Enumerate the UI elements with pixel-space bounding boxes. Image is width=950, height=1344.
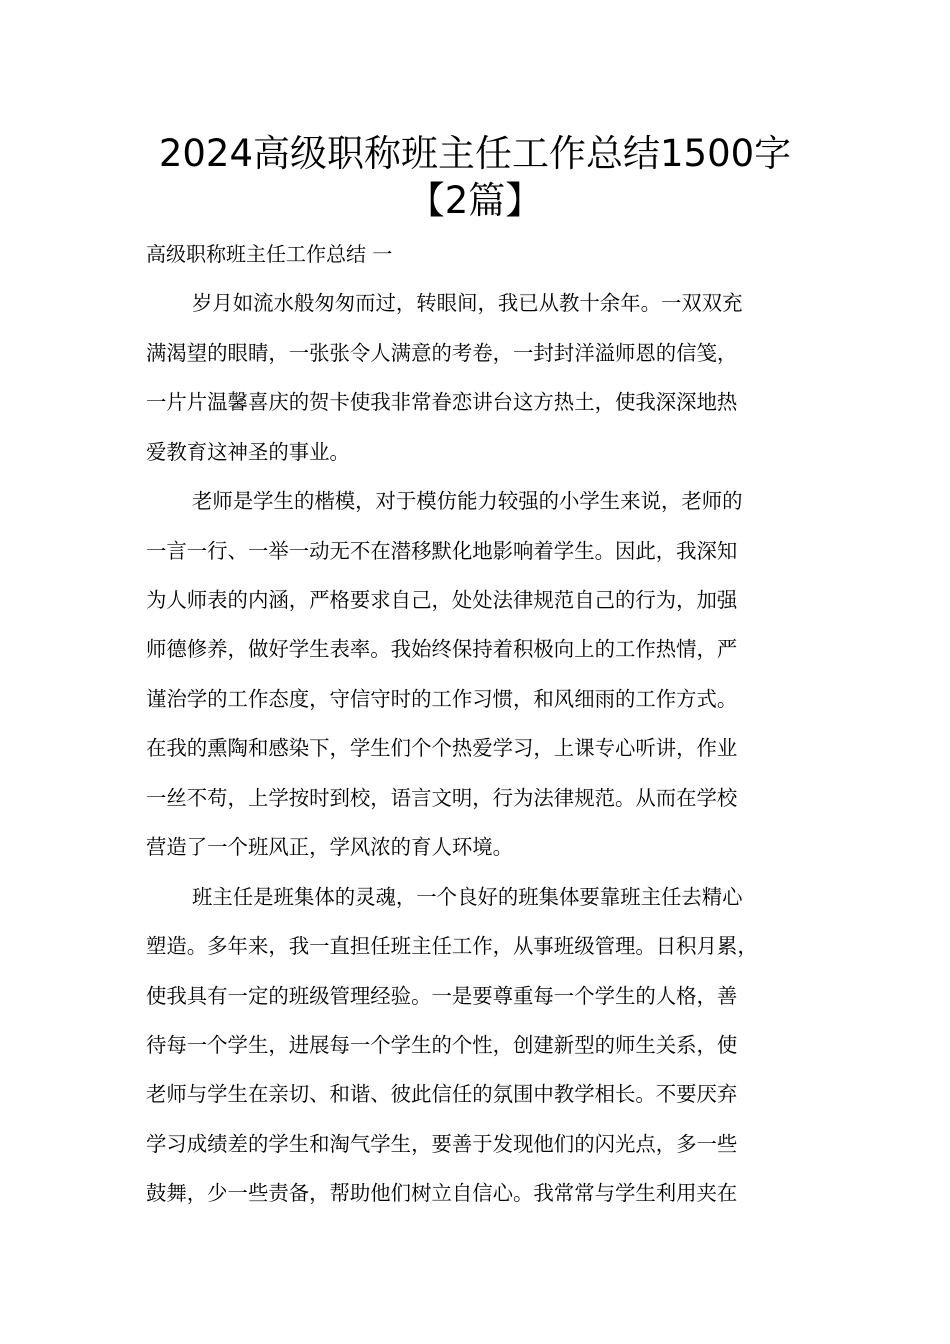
- paragraph-2-line-7: 一丝不苟，上学按时到校，语言文明，行为法律规范。从而在学校: [146, 786, 738, 810]
- paragraph-1-line-4: 爱教育这神圣的事业。: [146, 440, 350, 464]
- document-title-line-2: 【2篇】: [407, 179, 543, 222]
- paragraph-3-line-6: 学习成绩差的学生和淘气学生，要善于发现他们的闪光点，多一些: [146, 1132, 738, 1156]
- paragraph-2-line-5: 谨治学的工作态度，守信守时的工作习惯，和风细雨的工作方式。: [146, 687, 738, 711]
- paragraph-3-line-3: 使我具有一定的班级管理经验。一是要尊重每一个学生的人格，善: [146, 984, 738, 1008]
- paragraph-3-line-2: 塑造。多年来，我一直担任班主任工作，从事班级管理。日积月累，: [146, 934, 758, 958]
- paragraph-2-line-6: 在我的熏陶和感染下，学生们个个热爱学习，上课专心听讲，作业: [146, 736, 738, 760]
- document-title-line-1: 2024高级职称班主任工作总结1500字: [158, 132, 792, 175]
- paragraph-1-line-3: 一片片温馨喜庆的贺卡使我非常眷恋讲台这方热土，使我深深地热: [146, 390, 738, 414]
- paragraph-2-line-3: 为人师表的内涵，严格要求自己，处处法律规范自己的行为，加强: [146, 588, 738, 612]
- section-heading: 高级职称班主任工作总结 一: [146, 242, 393, 266]
- paragraph-3-line-1: 班主任是班集体的灵魂，一个良好的班集体要靠班主任去精心: [192, 885, 743, 909]
- paragraph-1-line-2: 满渴望的眼睛，一张张令人满意的考卷，一封封洋溢师恩的信笺，: [146, 341, 738, 365]
- paragraph-2-line-4: 师德修养，做好学生表率。我始终保持着积极向上的工作热情，严: [146, 637, 738, 661]
- paragraph-2-line-8: 营造了一个班风正，学风浓的育人环境。: [146, 835, 514, 859]
- paragraph-2-line-1: 老师是学生的楷模，对于模仿能力较强的小学生来说，老师的: [192, 489, 743, 513]
- paragraph-3-line-4: 待每一个学生，进展每一个学生的个性，创建新型的师生关系，使: [146, 1033, 738, 1057]
- paragraph-3-line-7: 鼓舞，少一些责备，帮助他们树立自信心。我常常与学生利用夹在: [146, 1181, 738, 1205]
- paragraph-2-line-2: 一言一行、一举一动无不在潜移默化地影响着学生。因此，我深知: [146, 539, 738, 563]
- paragraph-1-line-1: 岁月如流水般匆匆而过，转眼间，我已从教十余年。一双双充: [192, 291, 743, 315]
- paragraph-3-line-5: 老师与学生在亲切、和谐、彼此信任的氛围中教学相长。不要厌弃: [146, 1082, 738, 1106]
